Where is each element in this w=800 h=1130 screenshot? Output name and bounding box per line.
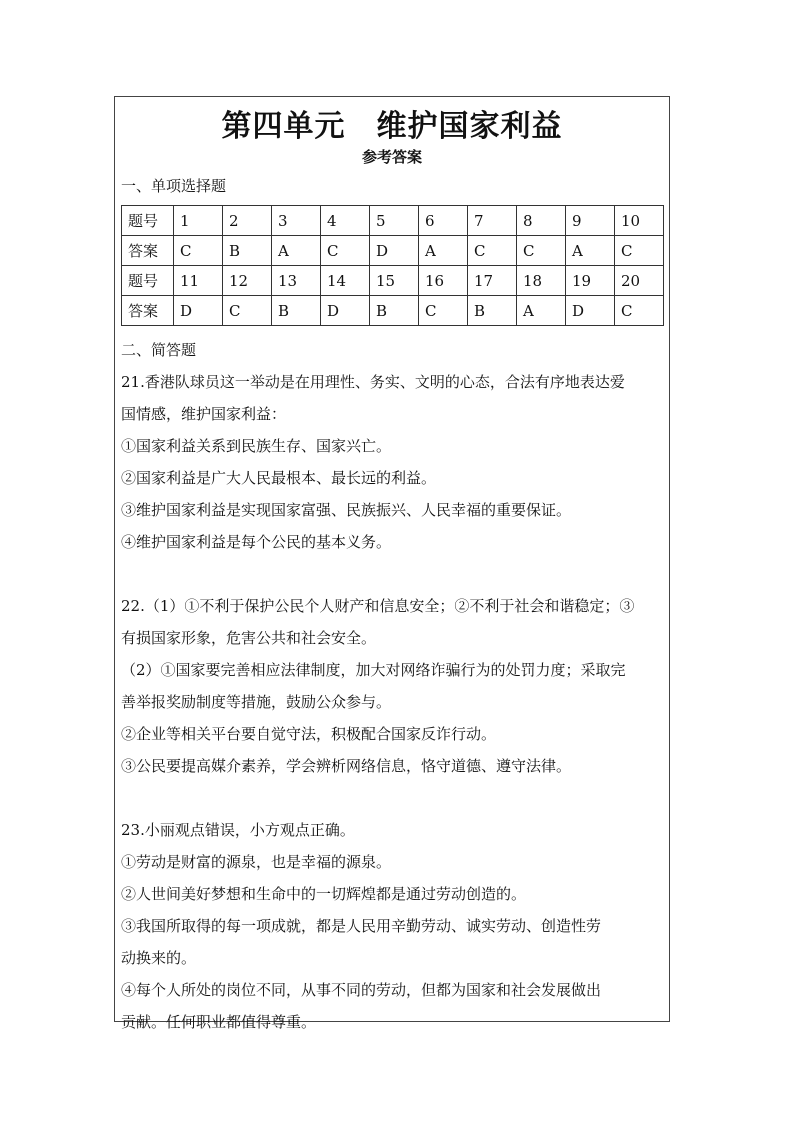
page-title: 第四单元 维护国家利益 (221, 109, 563, 144)
table-cell: 5 (370, 206, 419, 236)
answer-line: ④维护国家利益是每个公民的基本义务。 (121, 533, 392, 551)
row-label: 答案 (122, 296, 174, 326)
table-cell: 19 (566, 266, 615, 296)
table-cell: B (272, 296, 321, 326)
answer-line: ③我国所取得的每一项成就，都是人民用辛勤劳动、诚实劳动、创造性劳 (121, 917, 602, 935)
table-cell: 11 (174, 266, 223, 296)
table-cell: 1 (174, 206, 223, 236)
spacer (121, 782, 665, 814)
answer-line: 22.（1）①不利于保护公民个人财产和信息安全；②不利于社会和谐稳定；③ (121, 597, 635, 615)
table-row (122, 236, 664, 266)
section-heading-multiple-choice: 一、单项选择题 (121, 177, 227, 195)
answer-line: ②企业等相关平台要自觉守法，积极配合国家反诈行动。 (121, 725, 497, 743)
table-cell: C (468, 236, 517, 266)
table-cell: 7 (468, 206, 517, 236)
table-cell: 14 (321, 266, 370, 296)
answer-line: 动换来的。 (121, 949, 197, 967)
row-label: 题号 (122, 206, 174, 236)
answer-sheet-frame (114, 96, 670, 1031)
table-cell: 12 (223, 266, 272, 296)
table-row (122, 206, 664, 236)
page-subtitle: 参考答案 (361, 148, 422, 166)
table-cell: C (321, 236, 370, 266)
answer-line: ①国家利益关系到民族生存、国家兴亡。 (121, 437, 392, 455)
table-cell: C (223, 296, 272, 326)
table-cell: 16 (419, 266, 468, 296)
table-cell: 15 (370, 266, 419, 296)
table-cell: A (517, 296, 566, 326)
table-cell: D (321, 296, 370, 326)
answer-line: 贡献。任何职业都值得尊重。 (121, 1013, 317, 1031)
row-label: 题号 (122, 266, 174, 296)
table-cell: 17 (468, 266, 517, 296)
table-cell: A (272, 236, 321, 266)
table-cell: D (174, 296, 223, 326)
table-cell: C (615, 236, 664, 266)
table-cell: C (419, 296, 468, 326)
table-cell: D (370, 236, 419, 266)
table-cell: C (517, 236, 566, 266)
table-cell: 18 (517, 266, 566, 296)
answer-line: 善举报奖励制度等措施，鼓励公众参与。 (121, 693, 392, 711)
table-cell: D (566, 296, 615, 326)
table-cell: B (370, 296, 419, 326)
answer-line: ③维护国家利益是实现国家富强、民族振兴、人民幸福的重要保证。 (121, 501, 572, 519)
table-cell: 2 (223, 206, 272, 236)
table-cell: B (223, 236, 272, 266)
answer-line: ④每个人所处的岗位不同，从事不同的劳动，但都为国家和社会发展做出 (121, 981, 602, 999)
table-cell: 3 (272, 206, 321, 236)
answer-line: 21.香港队球员这一举动是在用理性、务实、文明的心态，合法有序地表达爱 (121, 373, 625, 391)
answer-table (121, 205, 664, 326)
table-cell: 13 (272, 266, 321, 296)
short-answer-body (121, 366, 665, 1038)
table-cell: B (468, 296, 517, 326)
section-heading-short-answer: 二、简答题 (121, 341, 197, 359)
table-cell: A (419, 236, 468, 266)
answer-line: 有损国家形象，危害公共和社会安全。 (121, 629, 377, 647)
row-label: 答案 (122, 236, 174, 266)
answer-line: ②人世间美好梦想和生命中的一切辉煌都是通过劳动创造的。 (121, 885, 527, 903)
table-row (122, 296, 664, 326)
answer-line: 国情感，维护国家利益： (121, 405, 287, 423)
answer-line: ③公民要提高媒介素养，学会辨析网络信息，恪守道德、遵守法律。 (121, 757, 572, 775)
answer-line: （2）①国家要完善相应法律制度，加大对网络诈骗行为的处罚力度；采取完 (121, 661, 626, 679)
question-21-answer (121, 366, 665, 558)
table-cell: C (615, 296, 664, 326)
table-cell: A (566, 236, 615, 266)
table-cell: C (174, 236, 223, 266)
answer-line: 23.小丽观点错误，小方观点正确。 (121, 821, 355, 839)
table-cell: 9 (566, 206, 615, 236)
table-cell: 4 (321, 206, 370, 236)
answer-line: ②国家利益是广大人民最根本、最长远的利益。 (121, 469, 437, 487)
table-cell: 6 (419, 206, 468, 236)
question-23-answer (121, 814, 665, 1038)
table-row (122, 266, 664, 296)
spacer (121, 558, 665, 590)
table-cell: 8 (517, 206, 566, 236)
table-cell: 10 (615, 206, 664, 236)
answer-line: ①劳动是财富的源泉，也是幸福的源泉。 (121, 853, 392, 871)
table-cell: 20 (615, 266, 664, 296)
question-22-answer (121, 590, 665, 782)
